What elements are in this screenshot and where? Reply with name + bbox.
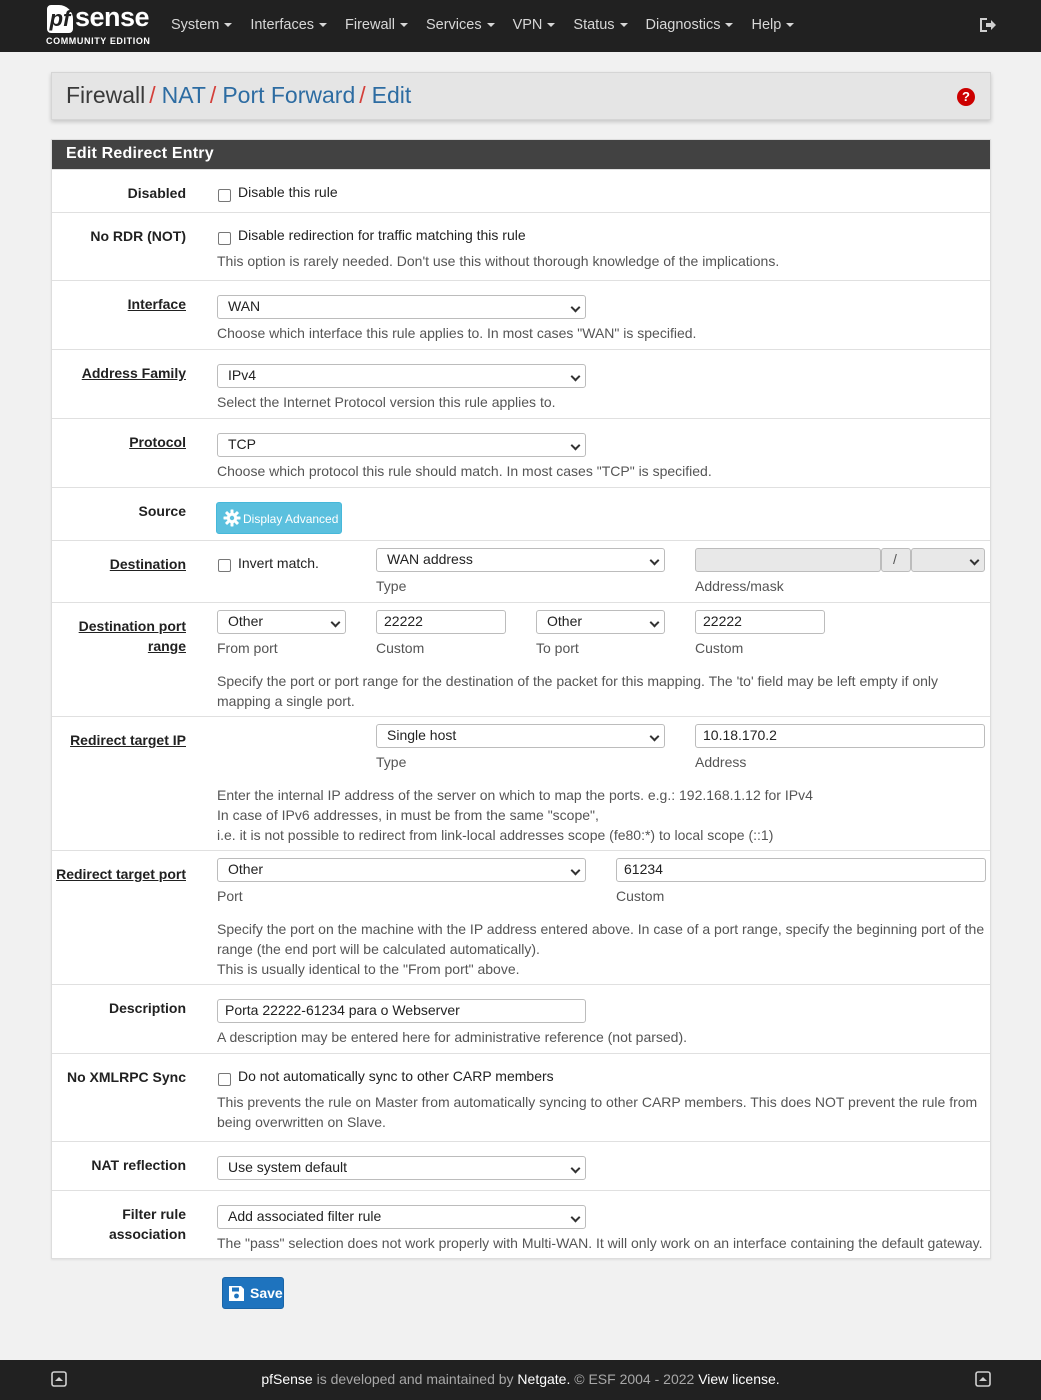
display-advanced-button[interactable] <box>216 502 342 534</box>
redirect-port-custom-input[interactable]: 61234 <box>616 858 986 882</box>
destination-type-select[interactable] <box>376 548 665 572</box>
destination-type-value: WAN address <box>387 551 473 567</box>
disabled-checkbox-label[interactable]: Disable this rule <box>238 184 338 200</box>
interface-label[interactable]: Interface <box>127 296 186 312</box>
redirect-ip-address-caption: Address <box>695 754 747 770</box>
protocol-help: Choose which protocol this rule should match. In most cases "TCP" is specified. <box>217 463 712 479</box>
redirect-port-value: Other <box>228 861 264 877</box>
from-port-custom-input[interactable]: 22222 <box>376 610 506 634</box>
dest-port-help: Specify the port or port range for the destination of the packet for this mapping. The 'to' field may be left empty if only mapping a single port. <box>217 673 939 709</box>
display-advanced-label: Display Advanced <box>243 512 339 526</box>
chevron-down-icon <box>650 618 660 628</box>
logout-icon[interactable] <box>977 15 997 35</box>
row-interface <box>52 280 990 349</box>
menu-interfaces[interactable] <box>241 0 336 52</box>
chevron-down-icon <box>571 441 581 451</box>
row-address-family <box>52 349 990 418</box>
redirect-ip-help-3: i.e. it is not possible to redirect from link-local addresses scope (fe80:*) to local scope (::1) <box>217 827 774 843</box>
menu-services[interactable] <box>417 0 504 52</box>
menu-label: VPN <box>512 17 543 33</box>
menu-label: Interfaces <box>250 17 315 33</box>
panel-title: Edit Redirect Entry <box>52 140 990 169</box>
redirect-ip-help-1: Enter the internal IP address of the server on which to map the ports. e.g.: 192.168.1.12 for IPv4 <box>217 787 813 803</box>
save-button[interactable] <box>222 1277 284 1309</box>
row-description <box>52 984 990 1053</box>
save-icon <box>228 1285 245 1302</box>
redirect-ip-type-select[interactable] <box>376 724 665 748</box>
redirect-port-help-2: This is usually identical to the "From port" above. <box>217 961 520 977</box>
filter-rule-select[interactable] <box>217 1205 586 1229</box>
row-nat-reflection <box>52 1141 990 1190</box>
menu-label: Status <box>573 17 615 33</box>
caret-down-icon <box>620 23 628 27</box>
to-port-select[interactable] <box>536 610 665 634</box>
menu-label: Firewall <box>345 17 395 33</box>
address-mask-caption: Address/mask <box>695 578 784 594</box>
caret-down-icon <box>725 23 733 27</box>
from-port-caption: From port <box>217 640 278 656</box>
footer-netgate-link[interactable]: Netgate. <box>517 1371 571 1387</box>
menu-help[interactable] <box>742 0 803 52</box>
edit-redirect-panel <box>51 139 991 1259</box>
logo-pf: pf <box>47 5 73 33</box>
nat-reflection-label: NAT reflection <box>91 1157 186 1173</box>
redirect-port-help: Specify the port on the machine with the IP address entered above. In case of a port range, specify the beginning port of the range (the end port will be calculated automatically). <box>217 921 985 957</box>
breadcrumb-firewall: Firewall <box>66 82 146 108</box>
row-dest-port-range <box>52 602 990 716</box>
address-family-label[interactable]: Address Family <box>81 365 186 381</box>
chevron-down-icon <box>571 866 581 876</box>
menu-status[interactable] <box>564 0 636 52</box>
address-family-help: Select the Internet Protocol version this rule applies to. <box>217 394 556 410</box>
row-source <box>52 487 990 540</box>
caret-down-icon <box>786 23 794 27</box>
menu-diagnostics[interactable] <box>637 0 743 52</box>
footer-text <box>0 1371 1041 1387</box>
to-port-custom-input[interactable]: 22222 <box>695 610 825 634</box>
protocol-label[interactable]: Protocol <box>129 434 186 450</box>
caret-down-icon <box>224 23 232 27</box>
breadcrumb-sep: / <box>149 82 156 108</box>
destination-label[interactable]: Destination <box>109 556 186 572</box>
no-rdr-checkbox-label[interactable]: Disable redirection for traffic matching this rule <box>238 227 526 243</box>
breadcrumb-port-forward[interactable]: Port Forward <box>222 82 356 108</box>
redirect-ip-help-2: In case of IPv6 addresses, in must be from the same "scope", <box>217 807 599 823</box>
from-port-value: Other <box>228 613 264 629</box>
footer <box>0 1360 1041 1400</box>
no-xmlrpc-help: This prevents the rule on Master from automatically syncing to other CARP members. This does NOT prevent the rule from being overwritten on Slave. <box>217 1094 978 1130</box>
description-input[interactable]: Porta 22222-61234 para o Webserver <box>217 999 586 1023</box>
no-rdr-help: This option is rarely needed. Don't use this without thorough knowledge of the implications. <box>217 253 780 269</box>
filter-rule-help: The "pass" selection does not work properly with Multi-WAN. It will only work on an interface containing the default gateway. <box>217 1235 983 1251</box>
pfsense-logo[interactable] <box>46 2 152 47</box>
help-icon[interactable]: ? <box>957 88 975 106</box>
caret-down-icon <box>487 23 495 27</box>
source-label: Source <box>138 503 186 519</box>
description-label: Description <box>108 1000 186 1016</box>
row-disabled <box>52 169 990 212</box>
interface-select[interactable] <box>217 295 586 319</box>
redirect-port-caption: Port <box>217 888 243 904</box>
no-xmlrpc-label: No XMLRPC Sync <box>66 1069 186 1085</box>
footer-brand: pfSense <box>261 1371 313 1387</box>
no-rdr-checkbox[interactable] <box>218 232 231 245</box>
menu-vpn[interactable] <box>504 0 565 52</box>
row-destination <box>52 540 990 602</box>
footer-text-2: © ESF 2004 - 2022 <box>570 1371 699 1387</box>
chevron-down-icon <box>331 618 341 628</box>
interface-value: WAN <box>228 298 261 314</box>
redirect-port-select[interactable] <box>217 858 586 882</box>
breadcrumb-edit[interactable]: Edit <box>371 82 412 108</box>
filter-rule-label: Filter rule association <box>108 1206 186 1242</box>
chevron-down-icon <box>571 1213 581 1223</box>
save-label: Save <box>250 1285 283 1301</box>
row-protocol <box>52 418 990 487</box>
menu-system[interactable] <box>162 0 241 52</box>
chevron-down-icon <box>970 556 980 566</box>
footer-text-1: is developed and maintained by <box>312 1371 518 1387</box>
breadcrumb-sep: / <box>209 82 217 108</box>
menu-label: System <box>171 17 220 33</box>
destination-address-input <box>695 548 881 572</box>
breadcrumb <box>66 82 411 109</box>
menu-label: Services <box>425 17 482 33</box>
logo-sense: sense <box>75 2 150 32</box>
no-rdr-label: No RDR (NOT) <box>90 228 186 244</box>
row-redirect-target-ip <box>52 716 990 850</box>
footer-license-link[interactable]: View license. <box>698 1371 780 1387</box>
redirect-target-port-label[interactable]: Redirect target port <box>56 866 186 882</box>
menu-firewall[interactable] <box>336 0 417 52</box>
redirect-target-ip-label[interactable]: Redirect target IP <box>70 732 186 748</box>
destination-mask-select <box>911 548 985 572</box>
address-family-select[interactable] <box>217 364 586 388</box>
protocol-value: TCP <box>228 436 256 452</box>
caret-down-icon <box>547 23 555 27</box>
redirect-ip-type-caption: Type <box>376 754 407 770</box>
main-menu <box>162 0 803 52</box>
breadcrumb-panel <box>51 72 991 120</box>
breadcrumb-sep: / <box>359 82 366 108</box>
to-port-value: Other <box>547 613 583 629</box>
breadcrumb-nat[interactable]: NAT <box>161 82 206 108</box>
from-custom-caption: Custom <box>376 640 425 656</box>
logo-edition: COMMUNITY EDITION <box>46 36 151 46</box>
menu-label: Diagnostics <box>645 17 721 33</box>
chevron-down-icon <box>650 556 660 566</box>
filter-rule-value: Add associated filter rule <box>228 1208 382 1224</box>
disabled-label: Disabled <box>127 185 186 201</box>
mask-slash: / <box>881 548 911 572</box>
description-help: A description may be entered here for administrative reference (not parsed). <box>217 1029 688 1045</box>
nat-reflection-select[interactable] <box>217 1156 586 1180</box>
chevron-down-icon <box>650 732 660 742</box>
protocol-select[interactable] <box>217 433 586 457</box>
redirect-port-custom-caption: Custom <box>616 888 665 904</box>
no-xmlrpc-checkbox[interactable] <box>218 1073 231 1086</box>
caret-down-icon <box>400 23 408 27</box>
nat-reflection-value: Use system default <box>228 1159 348 1175</box>
invert-match-checkbox[interactable] <box>218 559 231 572</box>
scroll-top-icon[interactable] <box>975 1371 991 1387</box>
menu-label: Help <box>751 17 782 33</box>
row-redirect-target-port <box>52 850 990 984</box>
chevron-down-icon <box>571 1164 581 1174</box>
row-no-xmlrpc <box>52 1053 990 1141</box>
to-custom-caption: Custom <box>695 640 744 656</box>
from-port-select[interactable] <box>217 610 346 634</box>
invert-match-label[interactable]: Invert match. <box>238 555 319 571</box>
interface-help: Choose which interface this rule applies to. In most cases "WAN" is specified. <box>217 325 697 341</box>
chevron-down-icon <box>571 372 581 382</box>
row-no-rdr <box>52 212 990 280</box>
destination-type-caption: Type <box>376 578 407 594</box>
chevron-down-icon <box>571 303 581 313</box>
disabled-checkbox[interactable] <box>218 189 231 202</box>
caret-down-icon <box>319 23 327 27</box>
redirect-ip-type-value: Single host <box>387 727 457 743</box>
gear-icon <box>223 509 241 527</box>
dest-port-range-label[interactable]: Destination port range <box>78 618 186 654</box>
redirect-ip-address-input[interactable]: 10.18.170.2 <box>695 724 985 748</box>
to-port-caption: To port <box>536 640 579 656</box>
no-xmlrpc-checkbox-label[interactable]: Do not automatically sync to other CARP members <box>238 1068 554 1084</box>
address-family-value: IPv4 <box>228 367 257 383</box>
top-navbar <box>0 0 1041 52</box>
row-filter-rule <box>52 1190 990 1258</box>
